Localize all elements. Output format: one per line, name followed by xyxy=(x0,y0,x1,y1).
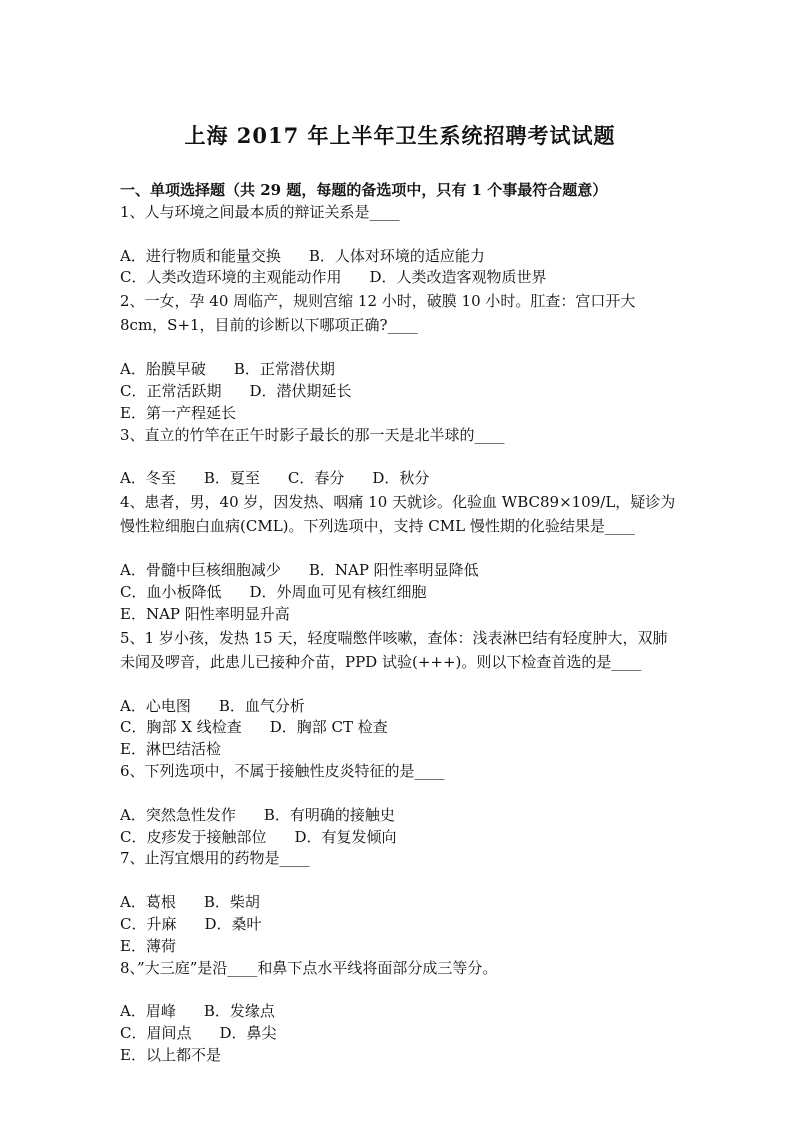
option-row xyxy=(120,1023,680,1045)
answer-option: A．葛根 xyxy=(120,893,176,912)
answer-option: A．胎膜早破 xyxy=(120,360,206,379)
answer-option: E．以上都不是 xyxy=(120,1045,221,1064)
answer-option: B．人体对环境的适应能力 xyxy=(308,246,485,265)
answer-option: C．春分 xyxy=(287,469,345,488)
option-row xyxy=(120,403,680,425)
answer-option: B．发缘点 xyxy=(203,1002,275,1021)
answer-option: C．人类改造环境的主观能动作用 xyxy=(120,268,342,287)
answer-option: A．冬至 xyxy=(120,469,176,488)
answer-option: B．正常潜伏期 xyxy=(233,360,335,379)
question-spacer xyxy=(120,224,680,246)
question-stem: 7、止泻宜煨用的药物是____ xyxy=(120,849,310,868)
question-stem: 8、”大三庭”是沿____和鼻下点水平线将面部分成三等分。 xyxy=(120,958,498,977)
option-row xyxy=(120,246,680,268)
option-row xyxy=(120,267,680,289)
answer-option: A．眉峰 xyxy=(120,1002,176,1021)
answer-option: E．淋巴结活检 xyxy=(120,740,221,759)
answer-option: C．正常活跃期 xyxy=(120,381,222,400)
answer-option: C．皮疹发于接触部位 xyxy=(120,827,267,846)
answer-option: B．血气分析 xyxy=(218,696,305,715)
option-row xyxy=(120,560,680,582)
answer-option: C．胸部 X 线检查 xyxy=(120,718,242,737)
answer-option: D．外周血可见有核红细胞 xyxy=(249,582,427,601)
section-heading: 一、单项选择题（共 29 题，每题的备选项中，只有 1 个事最符合题意） xyxy=(120,181,608,199)
question-stem: 1、人与环境之间最本质的辩证关系是____ xyxy=(120,202,400,221)
question-stem: 4、患者，男，40 岁，因发热、咽痛 10 天就诊。化验血 WBC89×109/L，疑诊为慢性粒细胞白血病(CML)。下列选项中，支持 CML 慢性期的化验结果是____ xyxy=(120,493,676,536)
question-spacer xyxy=(120,337,680,359)
question-spacer xyxy=(120,870,680,892)
answer-option: B．NAP 阳性率明显降低 xyxy=(308,561,479,580)
answer-option: D．人类改造客观物质世界 xyxy=(369,268,547,287)
document-title: 上海 2017 年上半年卫生系统招聘考试试题 xyxy=(184,123,616,148)
option-row xyxy=(120,381,680,403)
question-spacer xyxy=(120,446,680,468)
answer-option: B．柴胡 xyxy=(203,893,260,912)
question-stem: 3、直立的竹竿在正午时影子最长的那一天是北半球的____ xyxy=(120,425,505,444)
option-row xyxy=(120,1001,680,1023)
answer-option: A．心电图 xyxy=(120,696,191,715)
question-spacer xyxy=(120,538,680,560)
option-row xyxy=(120,805,680,827)
question-stem: 2、一女，孕 40 周临产，规则宫缩 12 小时，破膜 10 小时。肛查：宫口开大 8cm，S+1，目前的诊断以下哪项正确?____ xyxy=(120,292,636,335)
answer-option: C．血小板降低 xyxy=(120,582,222,601)
option-row xyxy=(120,1045,680,1067)
question-stem: 6、下列选项中，不属于接触性皮炎特征的是____ xyxy=(120,761,445,780)
answer-option: E．薄荷 xyxy=(120,936,176,955)
option-row xyxy=(120,739,680,761)
answer-option: D．鼻尖 xyxy=(219,1024,277,1043)
answer-option: C．眉间点 xyxy=(120,1024,192,1043)
option-row xyxy=(120,892,680,914)
answer-option: D．有复发倾向 xyxy=(294,827,397,846)
question-stem: 5、1 岁小孩，发热 15 天，轻度喘憋伴咳嗽，查体：浅表淋巴结有轻度肿大，双肺未闻及啰音，此患儿已接种介苗，PPD 试验(+++)。则以下检查首选的是____ xyxy=(120,628,668,671)
option-row xyxy=(120,468,680,490)
question-spacer xyxy=(120,783,680,805)
answer-option: A．进行物质和能量交换 xyxy=(120,246,281,265)
answer-option: C．升麻 xyxy=(120,914,177,933)
question-list xyxy=(120,180,680,1067)
answer-option: B．有明确的接触史 xyxy=(263,805,395,824)
question-spacer xyxy=(120,979,680,1001)
answer-option: D．秋分 xyxy=(372,469,430,488)
answer-option: E．NAP 阳性率明显升高 xyxy=(120,604,290,623)
option-row xyxy=(120,582,680,604)
answer-option: B．夏至 xyxy=(203,469,260,488)
option-row xyxy=(120,696,680,718)
option-row xyxy=(120,604,680,626)
answer-option: A．突然急性发作 xyxy=(120,805,236,824)
answer-option: D．胸部 CT 检查 xyxy=(269,718,388,737)
answer-option: E．第一产程延长 xyxy=(120,403,236,422)
option-row xyxy=(120,717,680,739)
option-row xyxy=(120,936,680,958)
option-row xyxy=(120,827,680,849)
option-row xyxy=(120,359,680,381)
question-spacer xyxy=(120,674,680,696)
answer-option: A．骨髓中巨核细胞减少 xyxy=(120,561,281,580)
answer-option: D．潜伏期延长 xyxy=(249,381,352,400)
option-row xyxy=(120,914,680,936)
answer-option: D．桑叶 xyxy=(204,914,262,933)
